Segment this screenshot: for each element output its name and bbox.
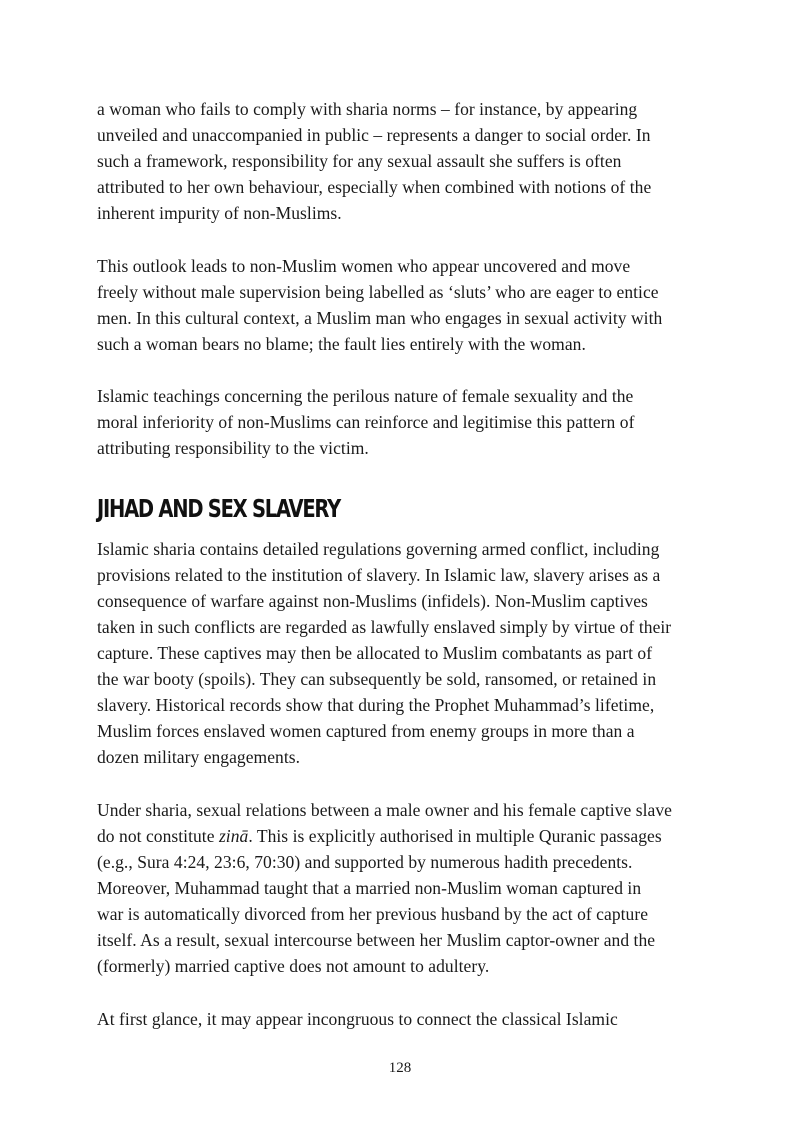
text-line: Islamic sharia contains detailed regulations governing armed conflict, including (97, 539, 660, 559)
text-line: Muslim forces enslaved women captured from enemy groups in more than a (97, 721, 635, 741)
paragraph-outlook (97, 253, 697, 357)
paragraph-islamic-teachings (97, 383, 697, 461)
text-line: Under sharia, sexual relations between a male owner and his female captive slave (97, 800, 672, 820)
text-line: capture. These captives may then be allocated to Muslim combatants as part of (97, 643, 653, 663)
text-line: attributing responsibility to the victim. (97, 438, 369, 458)
text-line: (formerly) married captive does not amount to adultery. (97, 956, 490, 976)
text-line: taken in such conflicts are regarded as lawfully enslaved simply by virtue of their (97, 617, 672, 637)
italic-term: zinā (218, 826, 249, 846)
paragraph-sexual-relations (97, 797, 697, 979)
text-segment: . This is explicitly authorised in multiple Quranic passages (248, 826, 662, 846)
text-line: Moreover, Muhammad taught that a married non-Muslim woman captured in (97, 878, 642, 898)
paragraph-armed-conflict (97, 536, 697, 770)
text-line: At first glance, it may appear incongruous to connect the classical Islamic (97, 1009, 618, 1029)
text-line: such a framework, responsibility for any sexual assault she suffers is often (97, 151, 622, 171)
text-line: a woman who fails to comply with sharia norms – for instance, by appearing (97, 99, 638, 119)
text-line: Islamic teachings concerning the perilous nature of female sexuality and the (97, 386, 634, 406)
text-line: attributed to her own behaviour, especially when combined with notions of the (97, 177, 652, 197)
text-line: (e.g., Sura 4:24, 23:6, 70:30) and supported by numerous hadith precedents. (97, 852, 633, 872)
section-heading: JIHAD AND SEX SLAVERY (97, 494, 340, 523)
text-line: war is automatically divorced from her previous husband by the act of capture (97, 904, 649, 924)
text-line: slavery. Historical records show that during the Prophet Muhammad’s lifetime, (97, 695, 655, 715)
paragraph-first-glance (97, 1006, 697, 1032)
paragraph-sharia-norms (97, 96, 697, 226)
text-line: This outlook leads to non-Muslim women who appear uncovered and move (97, 256, 631, 276)
text-line: unveiled and unaccompanied in public – represents a danger to social order. In (97, 125, 651, 145)
text-line: inherent impurity of non-Muslims. (97, 203, 342, 223)
text-line: itself. As a result, sexual intercourse between her Muslim captor-owner and the (97, 930, 656, 950)
text-line: freely without male supervision being labelled as ‘sluts’ who are eager to entice (97, 282, 659, 302)
page-number: 128 (388, 1060, 412, 1076)
text-line: provisions related to the institution of slavery. In Islamic law, slavery arises as a (97, 565, 661, 585)
text-line: the war booty (spoils). They can subsequently be sold, ransomed, or retained in (97, 669, 657, 689)
text-line: moral inferiority of non-Muslims can reinforce and legitimise this pattern of (97, 412, 635, 432)
text-line: men. In this cultural context, a Muslim man who engages in sexual activity with (97, 308, 663, 328)
text-line-with-term (97, 823, 697, 849)
text-segment: do not constitute (97, 826, 219, 846)
text-line: consequence of warfare against non-Muslims (infidels). Non-Muslim captives (97, 591, 648, 611)
text-line: dozen military engagements. (97, 747, 301, 767)
text-line: such a woman bears no blame; the fault lies entirely with the woman. (97, 334, 586, 354)
